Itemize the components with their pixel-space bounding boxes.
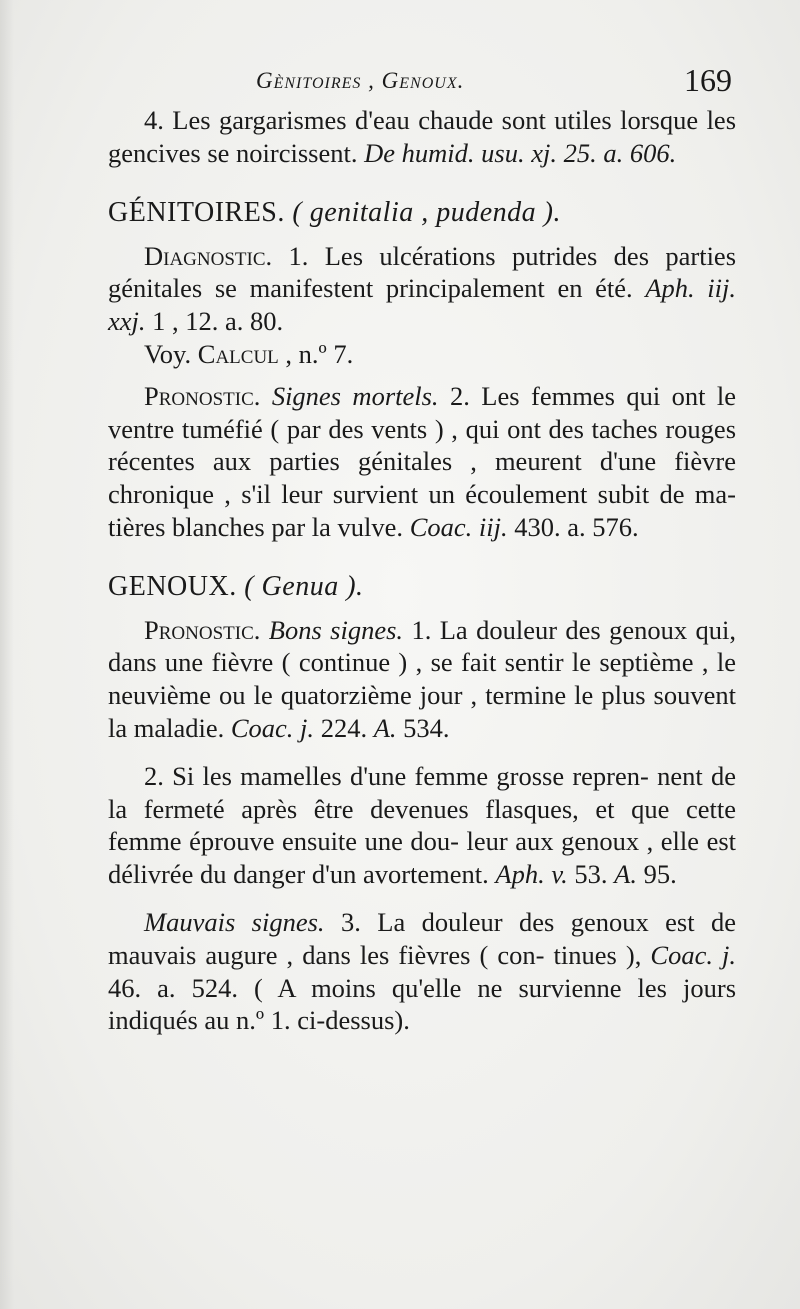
text-line: 53.	[567, 858, 608, 889]
text-line: 534.	[396, 712, 450, 743]
reference: Aph. v.	[495, 858, 568, 889]
text-line: usu. xj. 25. a. 606.	[481, 137, 677, 168]
text-line: lorsque les gencives se noircissent.	[108, 105, 737, 168]
section-latin: ( Genua ).	[244, 571, 364, 603]
text-line: nent de la fermeté après être devenues flasques,	[108, 761, 737, 824]
text-line: 46. a. 524. ( A moins qu'elle ne	[108, 972, 503, 1003]
text-line: genoux qui, dans une fièvre ( continue ) , se	[108, 614, 737, 678]
text-line: 1. Les ulcérations putrides des	[288, 240, 650, 271]
text: , n.º 7.	[285, 338, 354, 369]
paragraph-voy	[108, 338, 736, 371]
section-title: GÉNITOIRES.	[108, 197, 285, 229]
text-line: qui ont le ventre tuméfié ( par des vents ) ,	[108, 381, 737, 444]
subsection-label: Bons signes.	[268, 614, 404, 645]
subsection-label: Mauvais signes.	[144, 907, 325, 938]
section-label: Diagnostic.	[144, 240, 273, 271]
text-line: fait sentir le septième , le neuvième ou le	[108, 647, 736, 710]
paragraph-diagnostic	[108, 240, 736, 338]
text: Voy.	[144, 338, 192, 369]
page-header	[108, 62, 736, 102]
paragraph-mamelles	[108, 760, 736, 890]
page-number: 169	[684, 62, 732, 98]
section-heading-genitoires	[108, 197, 736, 230]
text-line: tinues ),	[553, 940, 642, 971]
reference: Coac. iij.	[409, 511, 508, 542]
text-line: parties génitales se manifestent principalement	[108, 240, 737, 304]
text-line: 1. La douleur des	[411, 614, 601, 645]
text-line: quatorzième jour , termine le plus souvent la	[108, 679, 736, 743]
reference: Coac. j.	[230, 712, 315, 743]
reference: Coac. j.	[650, 940, 737, 971]
subsection-label: Signes mortels.	[271, 381, 439, 412]
section-label: Pronostic.	[144, 614, 261, 645]
text-line: leur aux genoux , elle est délivrée du danger	[108, 826, 737, 889]
paragraph-mauvais-signes	[108, 906, 736, 1036]
page-body	[108, 104, 736, 1037]
text-line: d'un avortement.	[311, 858, 489, 889]
text-line: en été.	[557, 273, 633, 304]
text-line: 2. Les femmes	[450, 381, 615, 412]
text-line: tières blanches par la vulve.	[108, 511, 404, 542]
text-line: 1 , 12. a. 80.	[145, 305, 284, 336]
page-gutter-shadow	[0, 0, 14, 1309]
text-line: et que cette femme éprouve ensuite une dou-	[108, 793, 736, 857]
text-line: 430.	[507, 511, 561, 542]
text-line: génitales , meurent d'une fièvre chronique ,	[108, 446, 737, 509]
paragraph-gargarismes	[108, 104, 736, 169]
cross-reference: Calcul	[197, 338, 279, 369]
text-line: 3. La douleur des genoux	[324, 907, 649, 938]
text-line: a. 576.	[567, 511, 639, 542]
reference: Aph. iij. xxj.	[108, 273, 737, 336]
reference: A.	[373, 712, 397, 743]
text-line: 224.	[314, 712, 368, 743]
text-line: est de mauvais augure , dans les fièvres ( con-	[108, 907, 737, 971]
text-line: 4. Les gargarismes d'eau chaude sont utiles	[144, 105, 612, 135]
paragraph-pronostic-bons	[108, 614, 736, 744]
text-line: 95.	[636, 858, 677, 889]
text-line: s'il leur survient un écoulement subit de ma-	[241, 478, 736, 509]
section-label: Pronostic.	[144, 381, 261, 412]
section-heading-genoux	[108, 571, 736, 604]
reference: De humid.	[364, 137, 475, 168]
paragraph-pronostic-mortels	[108, 380, 736, 543]
text-line: maladie.	[133, 712, 225, 743]
text-line: qui ont des taches rouges récentes aux parties	[108, 413, 737, 477]
reference: A.	[614, 858, 637, 889]
text-line: 2. Si les mamelles d'une femme grosse repren-	[144, 761, 649, 792]
section-latin: ( genitalia , pudenda ).	[292, 197, 561, 229]
text-line: survienne les jours indiqués au n.º 1. ci-dessus).	[108, 972, 737, 1036]
section-title: GENOUX.	[108, 571, 237, 603]
running-head: Gènitoires , Genoux.	[256, 68, 465, 93]
